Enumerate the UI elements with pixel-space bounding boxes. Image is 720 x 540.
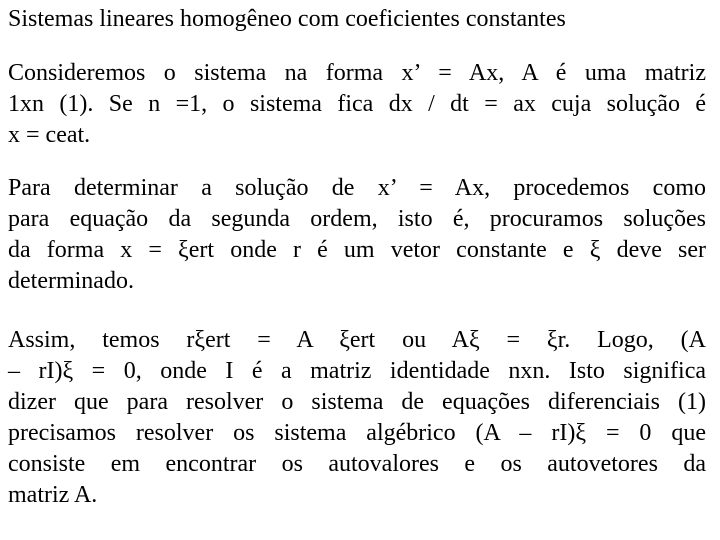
text-line: dizer que para resolver o sistema de equações diferenciais (1) (8, 389, 706, 415)
text-line: para equação da segunda ordem, isto é, procuramos soluções (8, 206, 706, 232)
text-line: Assim, temos rξert = A ξert ou Aξ = ξr. Logo, (A (8, 327, 706, 353)
text-line: Consideremos o sistema na forma x’ = Ax, A é uma matriz (8, 60, 706, 86)
paragraph-system-definition (8, 58, 706, 151)
text-line: 1xn (1). Se n =1, o sistema fica dx / dt = ax cuja solução é (8, 91, 706, 117)
text-line: precisamos resolver os sistema algébrico (A – rI)ξ = 0 que (8, 420, 706, 446)
text-line: da forma x = ξert onde r é um vetor constante e ξ deve ser (8, 237, 706, 263)
slide-title: Sistemas lineares homogêneo com coeficientes constantes (8, 6, 566, 32)
text-line: Para determinar a solução de x’ = Ax, procedemos como (8, 175, 706, 201)
text-line: matriz A. (8, 482, 98, 508)
text-line: consiste em encontrar os autovalores e os autovetores da (8, 451, 706, 477)
text-line: determinado. (8, 268, 134, 294)
paragraph-eigen-problem (8, 325, 706, 511)
paragraph-solution-form (8, 173, 706, 297)
text-line: – rI)ξ = 0, onde I é a matriz identidade nxn. Isto significa (8, 358, 706, 384)
text-line: x = ceat. (8, 122, 91, 148)
